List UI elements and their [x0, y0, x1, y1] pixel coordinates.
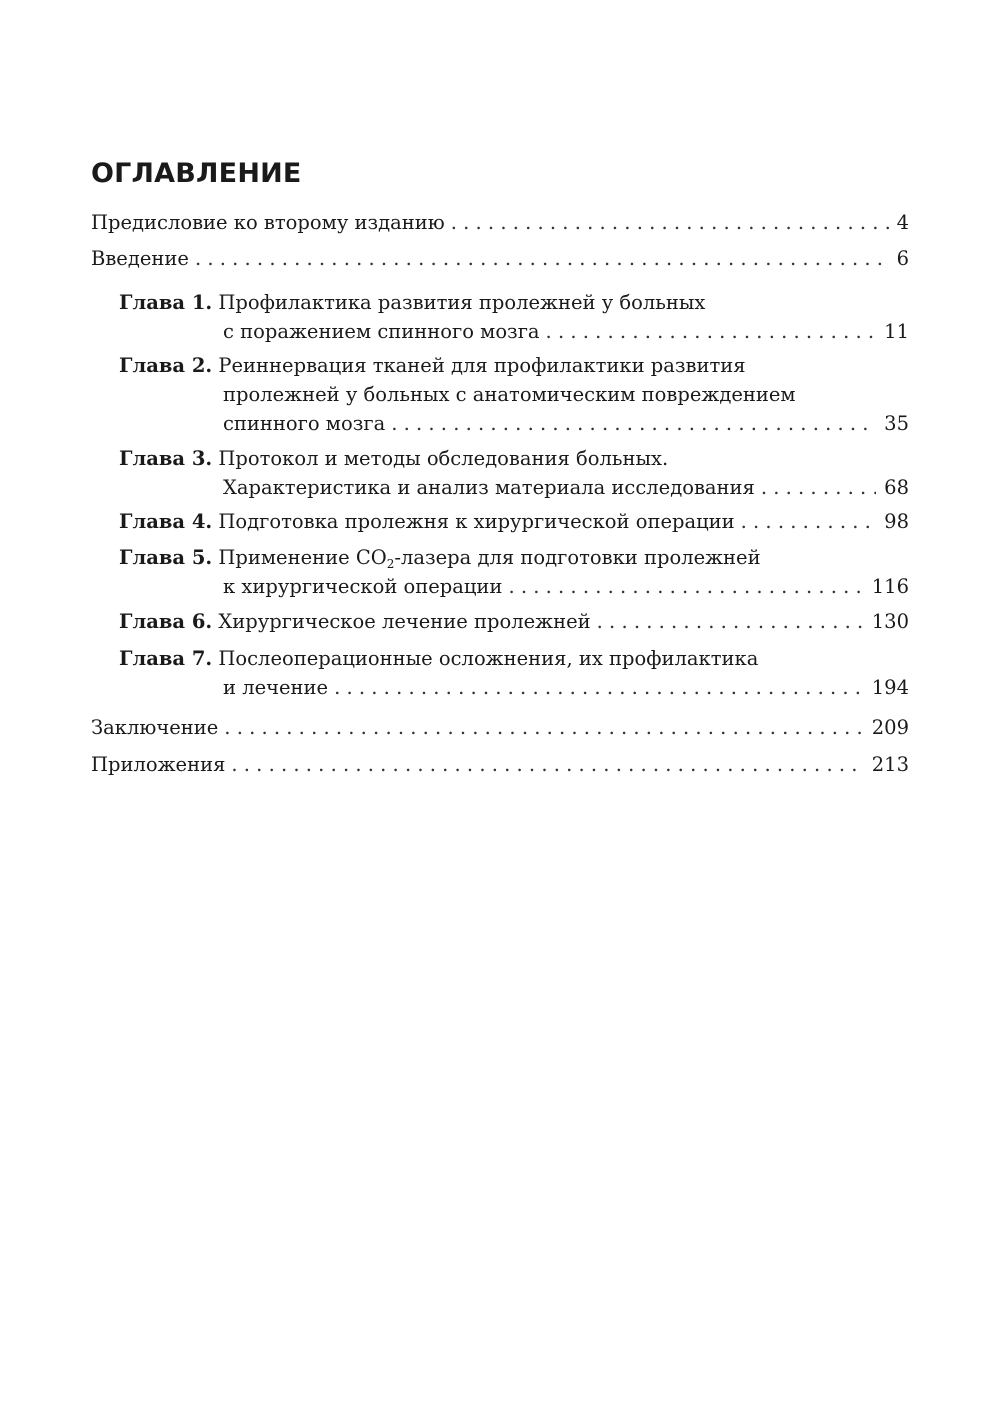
chapter-label: Глава 2.	[119, 354, 213, 377]
chapter-title-line: к хирургической операции	[223, 575, 503, 598]
toc-entry-chapter-3[interactable]	[119, 444, 909, 502]
dot-leader	[597, 607, 864, 636]
chapter-title-line: Послеоперационные осложнения, их профилактика	[218, 647, 759, 670]
toc-entry-conclusion[interactable]	[91, 713, 909, 742]
dot-leader	[741, 507, 877, 536]
chapter-title-line: Хирургическое лечение пролежней	[218, 610, 591, 633]
chapter-title-line: Профилактика развития пролежней у больных	[218, 291, 706, 314]
dot-leader	[391, 409, 876, 438]
entry-text: Заключение	[91, 716, 219, 739]
toc-entry-chapter-1[interactable]	[119, 288, 909, 346]
dot-leader	[761, 473, 876, 502]
dot-leader	[224, 713, 863, 742]
toc-entry-preface[interactable]	[91, 208, 909, 237]
page-number: 130	[871, 610, 909, 633]
toc-entry-introduction[interactable]	[91, 244, 909, 273]
subscript: 2	[386, 557, 395, 571]
chapter-title-line: Реиннервация тканей для профилактики развития	[218, 354, 746, 377]
chapter-title-line: спинного мозга	[223, 412, 386, 435]
entry-text: Приложения	[91, 753, 226, 776]
page-number: 11	[884, 320, 909, 343]
dot-leader	[508, 572, 863, 601]
dot-leader	[334, 673, 864, 702]
chapter-title-line: Подготовка пролежня к хирургической операции	[218, 510, 735, 533]
chapter-label: Глава 5.	[119, 546, 213, 569]
chapter-title-line: Протокол и методы обследования больных.	[218, 447, 669, 470]
toc-entry-chapter-4[interactable]	[119, 507, 909, 536]
page-number: 209	[871, 716, 909, 739]
toc-entry-appendices[interactable]	[91, 750, 909, 779]
chapter-label: Глава 1.	[119, 291, 213, 314]
chapter-title-part: -лазера для подготовки пролежней	[394, 546, 761, 569]
chapter-title-part: Применение СО	[218, 546, 387, 569]
chapter-title-line: с поражением спинного мозга	[223, 320, 540, 343]
dot-leader	[451, 208, 889, 237]
entry-text: Предисловие ко второму изданию	[91, 211, 445, 234]
chapter-label: Глава 6.	[119, 610, 213, 633]
page-number: 6	[896, 247, 909, 270]
page-number: 98	[884, 510, 909, 533]
chapter-label: Глава 4.	[119, 510, 213, 533]
toc-entry-chapter-2[interactable]	[119, 351, 909, 438]
dot-leader	[195, 244, 889, 273]
chapter-title-line: и лечение	[223, 676, 329, 699]
chapter-label: Глава 7.	[119, 647, 213, 670]
page-number: 68	[884, 476, 909, 499]
entry-text: Введение	[91, 247, 189, 270]
toc-entry-chapter-6[interactable]	[119, 607, 909, 636]
page-number: 194	[871, 676, 909, 699]
toc-entry-chapter-7[interactable]	[119, 644, 909, 702]
page-number: 116	[871, 575, 909, 598]
page-title: ОГЛАВЛЕНИЕ	[91, 158, 302, 189]
page-number: 213	[871, 753, 909, 776]
chapter-title-line	[218, 543, 760, 572]
chapter-title-line: Характеристика и анализ материала исследования	[223, 476, 755, 499]
dot-leader	[546, 317, 877, 346]
dot-leader	[231, 750, 863, 779]
chapter-label: Глава 3.	[119, 447, 213, 470]
chapter-title-line: пролежней у больных с анатомическим повреждением	[223, 383, 796, 406]
page-number: 4	[896, 211, 909, 234]
toc-entry-chapter-5[interactable]	[119, 543, 909, 601]
page-number: 35	[884, 412, 909, 435]
